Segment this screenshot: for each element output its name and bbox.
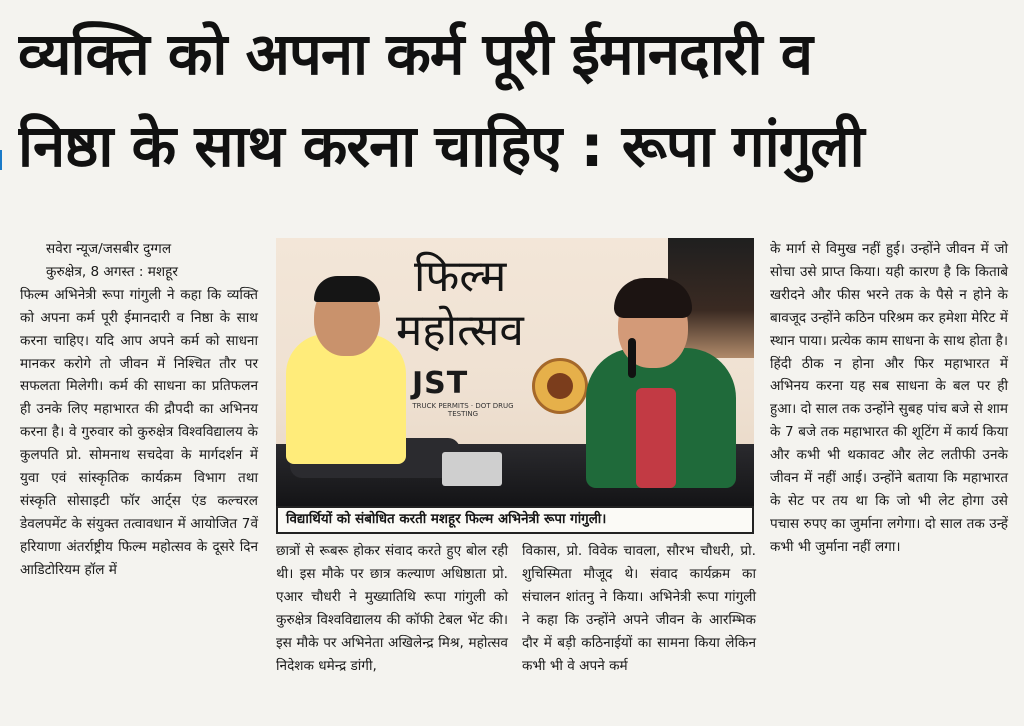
article-paragraph: के मार्ग से विमुख नहीं हुई। उन्होंने जीवन में जो सोचा उसे प्राप्त किया। यही कारण है कि किताबे खरीदने और फीस भरने तक के पैसे न होने के बावजूद उन्होंने कठिन परिश्रम कर हमेशा मेरिट में स्थान पाया। प्रत्येक काम साधना के साथ होता है। हिंदी ठीक न होना और फिर महाभारत में अभिनय करना यह सब साधना के बल पर ही हुआ। दो साल तक उन्होंने सुबह पांच बजे से शाम के 7 बजे तक महाभारत की शूटिंग में कार्य किया और कभी भी थकावट और लेट लतीफी उनके जीवन में नहीं आई। उन्होंने बताया कि महाभारत के सेट पर तय था कि जो भी लेट होगा उसे पचास रुपए का जुर्माना लगेगा। दो साल तक उन्हें कभी भी जुर्माना नहीं लगा। [770, 241, 1008, 555]
article-paragraph: छात्रों से रूबरू होकर संवाद करते हुए बोल रही थी। इस मौके पर छात्र कल्याण अधिष्ठाता प्रो. एआर चौधरी ने मुख्यातिथि रूपा गांगुली को कुरुक्षेत्र विश्वविद्यालय की कॉफी टेबल भेंट की। इस मौके पर अभिनेता अखिलेन्द्र मिश्र, महोत्सव निदेशक धमेन्द्र डांगी, [276, 543, 508, 674]
sponsor-logo: JST [412, 366, 469, 401]
sponsor-subtext: TRUCK PERMITS · DOT DRUG TESTING [412, 402, 514, 418]
university-seal-icon [532, 358, 588, 414]
headline-line-1: व्यक्ति को अपना कर्म पूरी ईमानदारी व [18, 20, 812, 88]
article-paragraph: फिल्म अभिनेत्री रूपा गांगुली ने कहा कि व्यक्ति को अपना कर्म पूरी ईमानदारी व निष्ठा के साथ करना चाहिए। यदि आप अपने कर्म को साधना मानकर करोगे तो जीवन में निश्चित तौर पर सफलता मिलेगी। कर्म की साधना का प्रतिफलन ही उनके लिए महाभारत की द्रौपदी का अभिनय करना है। वे गुरुवार को कुरुक्षेत्र विश्वविद्यालय के कुलपति प्रो. सोमनाथ सचदेवा के मार्गदर्शन में युवा एवं सांस्कृतिक कार्यक्रम विभाग तथा संस्कृति सोसाइटी फॉर आर्ट्स एंड कल्चरल डेवलपमेंट के संयुक्त तत्वावधान में आयोजित 7वें हरियाणा अंतर्राष्ट्रीय फिल्म महोत्सव के दूसरे दिन आडिटोरियम हॉल में [20, 286, 258, 578]
woman-figure-drape [636, 388, 676, 488]
headline [18, 8, 1012, 192]
article-column-3 [522, 540, 756, 677]
woman-figure-hair [614, 278, 692, 318]
edge-marker [0, 150, 2, 170]
banner-text-film: फिल्म [414, 251, 507, 302]
event-photo [276, 238, 754, 506]
article-column-2 [276, 540, 508, 677]
coffee-table [442, 452, 502, 486]
article-column-4 [770, 238, 1008, 559]
byline: सवेरा न्यूज/जसबीर दुग्गल [46, 241, 172, 257]
man-figure-hair [314, 276, 380, 302]
article-paragraph: विकास, प्रो. विवेक चावला, सौरभ चौधरी, प्रो. शुचिस्मिता मौजूद थे। संवाद कार्यक्रम का संचालन शांतनु ने किया। अभिनेत्री रूपा गांगुली ने कहा कि उन्होंने अपने जीवन के आरम्भिक दौर में बड़ी कठिनाईयों का सामना किया लेकिन कभी भी वे अपने कर्म [522, 543, 756, 674]
banner-text-festival: महोत्सव [396, 305, 524, 356]
article-column-1 [20, 238, 258, 582]
dateline: कुरुक्षेत्र, 8 अगस्त : मशहूर [46, 263, 178, 280]
headline-line-2: निष्ठा के साथ करना चाहिए : रूपा गांगुली [18, 112, 864, 180]
photo-caption: विद्यार्थियों को संबोधित करती मशहूर फिल्म अभिनेत्री रूपा गांगुली। [276, 506, 754, 534]
microphone-icon [628, 338, 636, 378]
